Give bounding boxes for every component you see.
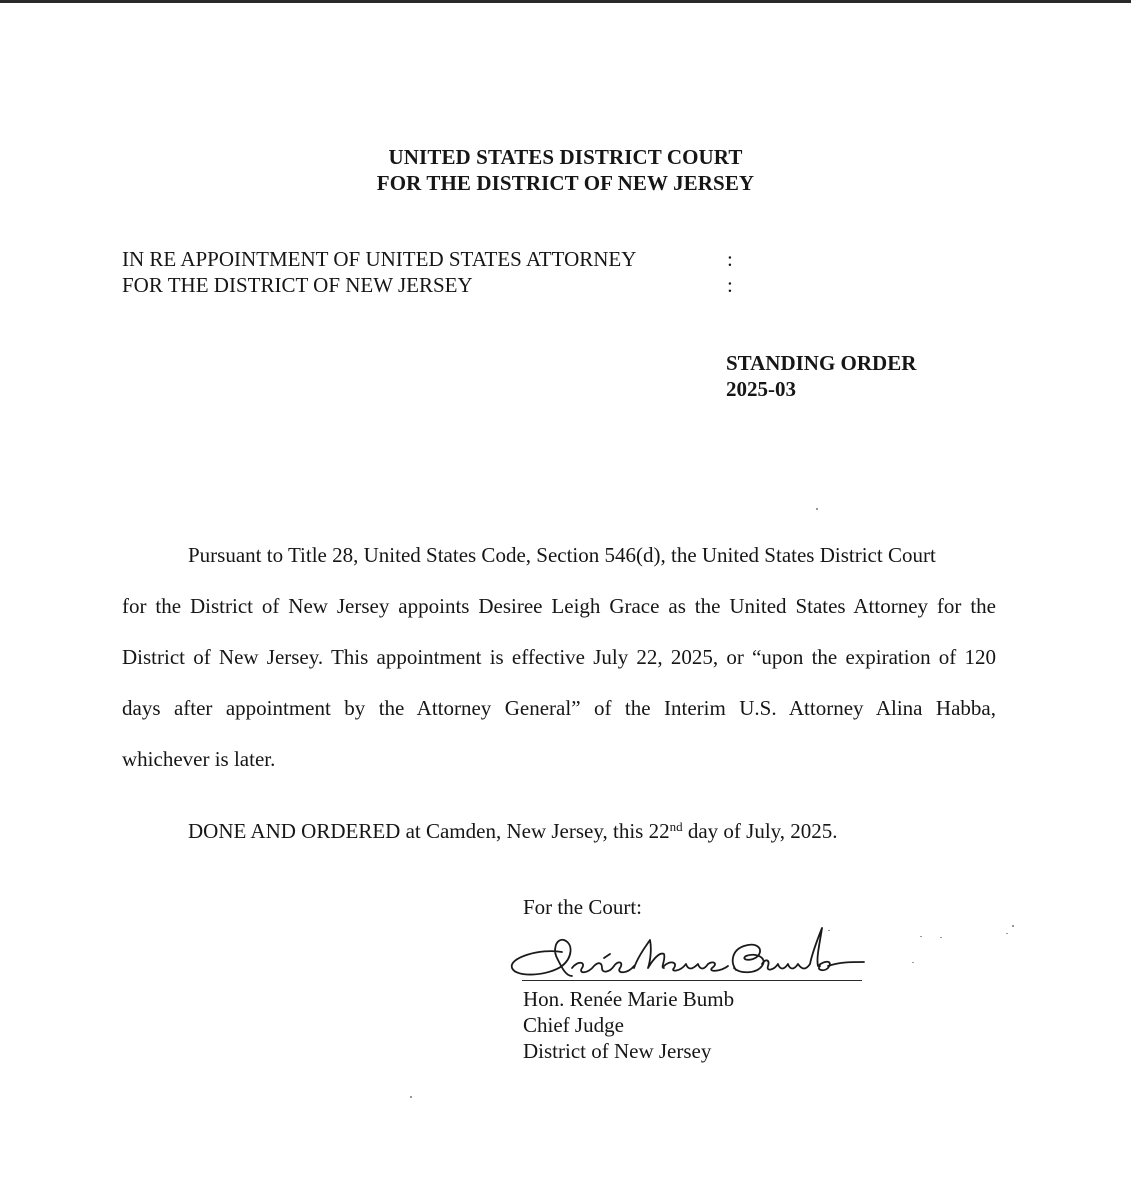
scan-speck bbox=[816, 508, 818, 510]
court-header bbox=[0, 144, 1131, 196]
body-line-1: Pursuant to Title 28, United States Code, Section 546(d), the United States District Court bbox=[188, 543, 936, 567]
scan-speck bbox=[940, 937, 942, 938]
signatory-name: Hon. Renée Marie Bumb bbox=[523, 987, 735, 1011]
body-line-4: days after appointment by the Attorney General” of the Interim U.S. Attorney Alina Habba, bbox=[122, 696, 996, 720]
scan-speck bbox=[1006, 933, 1008, 934]
scan-speck bbox=[920, 936, 922, 937]
case-caption bbox=[122, 246, 636, 298]
court-name-line: UNITED STATES DISTRICT COURT bbox=[388, 145, 743, 169]
day-ordinal-suffix: nd bbox=[669, 819, 683, 834]
caption-line-1: IN RE APPOINTMENT OF UNITED STATES ATTORNEY bbox=[122, 247, 637, 271]
signatory-district: District of New Jersey bbox=[523, 1039, 712, 1063]
caption-line-2: FOR THE DISTRICT OF NEW JERSEY bbox=[122, 273, 473, 297]
order-title-line: STANDING ORDER bbox=[726, 351, 917, 375]
scan-speck bbox=[912, 962, 914, 963]
caption-separator-2: : bbox=[727, 273, 733, 297]
body-line-5: whichever is later. bbox=[122, 747, 276, 771]
signature-line bbox=[522, 980, 862, 981]
body-line-3: District of New Jersey. This appointment is effective July 22, 2025, or “upon the expiration of 120 bbox=[122, 645, 996, 669]
page-top-border bbox=[0, 0, 1131, 3]
done-line-date: day of July, 2025. bbox=[682, 819, 838, 843]
signatory-block bbox=[523, 986, 734, 1064]
order-body-paragraph bbox=[122, 530, 996, 785]
standing-order-title bbox=[726, 350, 916, 402]
scan-speck bbox=[1012, 925, 1014, 927]
done-line-text: DONE AND ORDERED at Camden, New Jersey, this 22 bbox=[188, 819, 670, 843]
scan-speck bbox=[410, 1096, 412, 1098]
handwritten-signature bbox=[500, 910, 880, 990]
court-district-line: FOR THE DISTRICT OF NEW JERSEY bbox=[376, 171, 755, 195]
signatory-title: Chief Judge bbox=[523, 1013, 624, 1037]
caption-separator-1: : bbox=[727, 247, 733, 271]
done-and-ordered-line bbox=[188, 818, 838, 844]
for-the-court-label: For the Court: bbox=[523, 895, 642, 919]
body-line-2: for the District of New Jersey appoints Desiree Leigh Grace as the United States Attorney for the bbox=[122, 594, 996, 618]
order-number: 2025-03 bbox=[726, 377, 796, 401]
scan-speck bbox=[828, 930, 830, 931]
